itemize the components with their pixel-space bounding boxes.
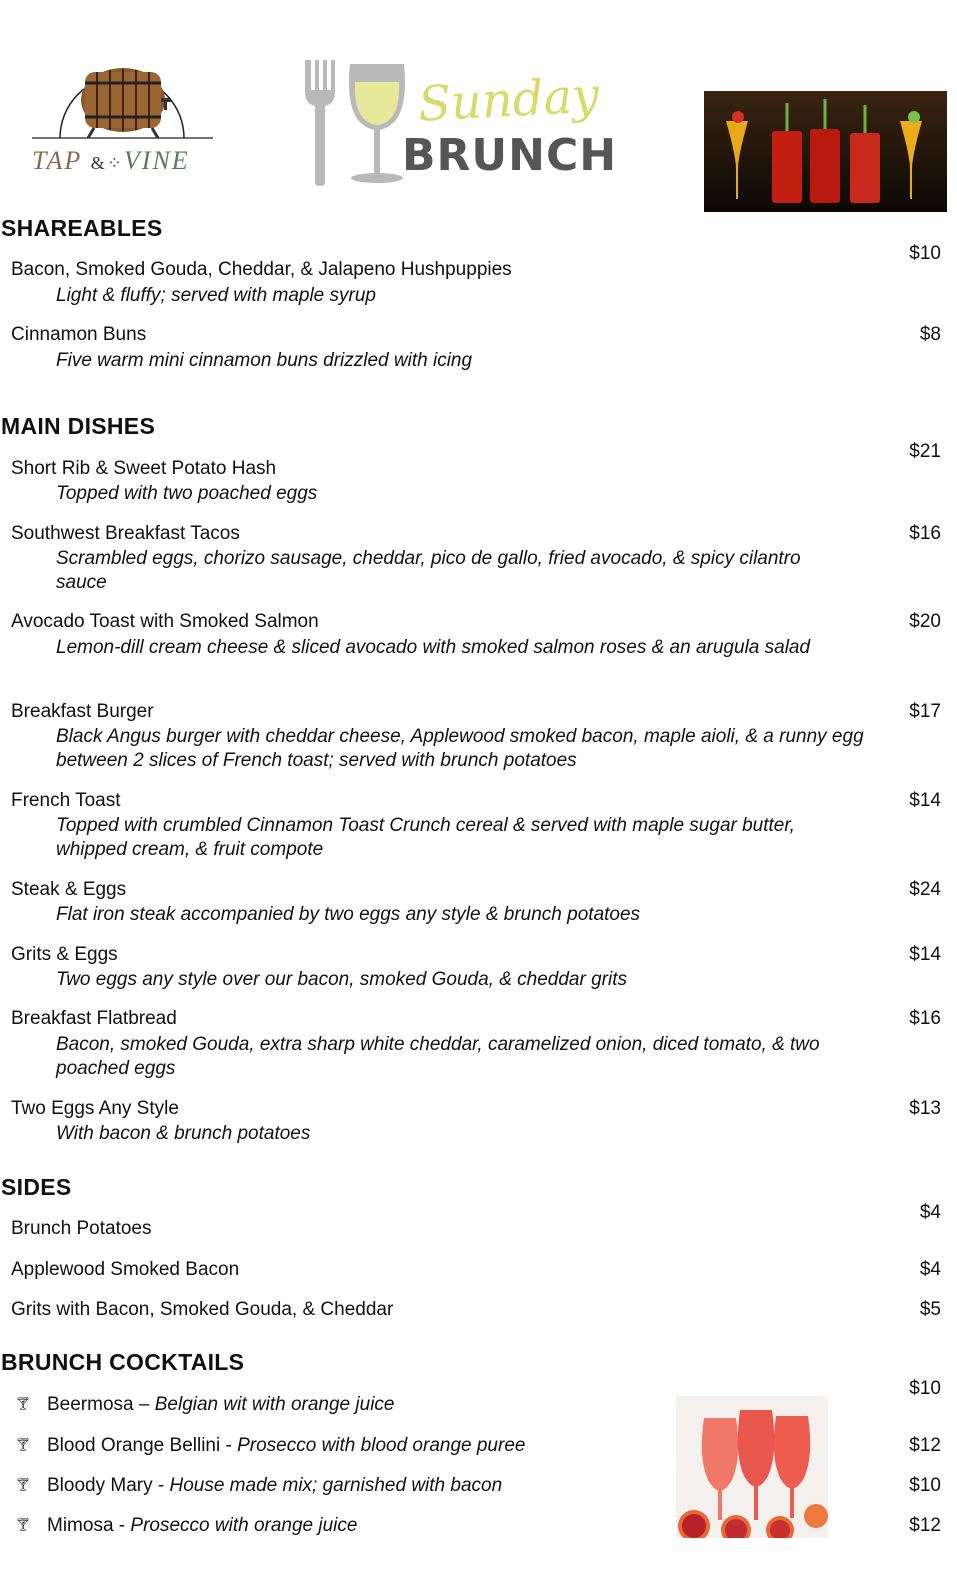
item-name: Applewood Smoked Bacon — [11, 1259, 240, 1280]
cocktail-item — [15, 1394, 394, 1416]
item-name: Breakfast Flatbread — [11, 1008, 177, 1029]
martini-glass-bullet-icon: 🍸︎ — [15, 1477, 32, 1492]
item-price: $4 — [919, 1259, 941, 1280]
martini-glass-bullet-icon: 🍸︎ — [15, 1437, 32, 1452]
barrel-icon — [30, 38, 215, 148]
item-price: $8 — [919, 324, 941, 345]
section-title-brunch-cocktails: BRUNCH COCKTAILS — [1, 1349, 245, 1375]
fork-icon — [302, 58, 338, 186]
item-desc: With bacon & brunch potatoes — [56, 1123, 311, 1144]
cocktail-name: Blood Orange Bellini - — [47, 1435, 238, 1456]
item-desc: Flat iron steak accompanied by two eggs any style & brunch potatoes — [56, 904, 641, 925]
item-name: French Toast — [11, 790, 121, 811]
item-desc: Topped with two poached eggs — [56, 483, 318, 504]
item-price: $12 — [909, 1515, 941, 1536]
logo-text-vine: VINE — [123, 146, 190, 175]
item-desc: Five warm mini cinnamon buns drizzled with icing — [56, 350, 473, 371]
sunday-script-text: Sunday — [416, 67, 601, 133]
item-price: $5 — [919, 1299, 941, 1320]
cocktail-item — [15, 1435, 525, 1457]
item-price: $20 — [909, 611, 941, 632]
item-price: $17 — [909, 701, 941, 722]
item-desc: Bacon, smoked Gouda, extra sharp white cheddar, caramelized onion, diced tomato, & two poached eggs — [56, 1034, 820, 1079]
item-desc: Topped with crumbled Cinnamon Toast Crunch cereal & served with maple sugar butter, whipped cream, & fruit compote — [56, 815, 795, 860]
section-title-main-dishes: MAIN DISHES — [1, 413, 156, 439]
item-name: Grits & Eggs — [11, 944, 118, 965]
cocktail-desc: Prosecco with orange juice — [130, 1515, 358, 1536]
logo-text-tap: TAP — [32, 146, 83, 175]
item-desc: Light & fluffy; served with maple syrup — [56, 285, 376, 306]
logo-text-amp: & — [90, 153, 107, 173]
item-desc: Black Angus burger with cheddar cheese, Applewood smoked bacon, maple aioli, & a runny egg between 2 slices of French toast; served with brunch potatoes — [56, 726, 864, 771]
item-name: Breakfast Burger — [11, 701, 154, 722]
item-name: Brunch Potatoes — [11, 1218, 152, 1239]
item-name: Southwest Breakfast Tacos — [11, 523, 240, 544]
item-name: Bacon, Smoked Gouda, Cheddar, & Jalapeno Hushpuppies — [11, 259, 512, 280]
item-name: Cinnamon Buns — [11, 324, 147, 345]
brunch-block-text: BRUNCH — [402, 130, 618, 181]
item-name: Two Eggs Any Style — [11, 1098, 179, 1119]
martini-glass-bullet-icon: 🍸︎ — [15, 1396, 32, 1411]
item-price: $14 — [909, 790, 941, 811]
item-price: $12 — [909, 1435, 941, 1456]
cocktail-name: Beermosa – — [47, 1394, 155, 1415]
item-price: $10 — [909, 243, 941, 264]
item-desc: Two eggs any style over our bacon, smoked Gouda, & cheddar grits — [56, 969, 628, 990]
item-price: $16 — [909, 1008, 941, 1029]
item-price: $10 — [909, 1378, 941, 1399]
cocktail-name: Mimosa - — [47, 1515, 131, 1536]
item-desc: Scrambled eggs, chorizo sausage, cheddar, pico de gallo, fried avocado, & spicy cilantro sauce — [56, 548, 801, 593]
cocktail-desc: Prosecco with blood orange puree — [237, 1435, 526, 1456]
item-price: $10 — [909, 1475, 941, 1496]
item-price: $4 — [919, 1202, 941, 1223]
item-price: $13 — [909, 1098, 941, 1119]
item-price: $24 — [909, 879, 941, 900]
item-price: $16 — [909, 523, 941, 544]
item-name: Grits with Bacon, Smoked Gouda, & Cheddar — [11, 1299, 394, 1320]
item-desc: Lemon-dill cream cheese & sliced avocado with smoked salmon roses & an arugula salad — [56, 637, 811, 658]
item-price: $21 — [909, 441, 941, 462]
cocktail-glasses-photo — [704, 91, 947, 212]
cocktail-desc: Belgian wit with orange juice — [154, 1394, 395, 1415]
item-name: Short Rib & Sweet Potato Hash — [11, 458, 277, 479]
wine-glass-icon — [346, 62, 408, 184]
item-price: $14 — [909, 944, 941, 965]
section-title-sides: SIDES — [1, 1174, 72, 1200]
cocktail-name: Bloody Mary - — [47, 1475, 170, 1496]
logo-wordmark — [32, 146, 190, 176]
sunday-brunch-banner — [302, 58, 618, 188]
tap-and-vine-logo — [30, 38, 215, 180]
blood-orange-bellini-photo — [676, 1396, 828, 1538]
section-title-shareables: SHAREABLES — [1, 215, 163, 241]
cocktail-item — [15, 1515, 357, 1537]
cocktail-item — [15, 1475, 502, 1497]
item-name: Steak & Eggs — [11, 879, 127, 900]
cocktail-desc: House made mix; garnished with bacon — [169, 1475, 503, 1496]
grape-icon: ⁘ — [106, 153, 124, 173]
item-name: Avocado Toast with Smoked Salmon — [11, 611, 319, 632]
martini-glass-bullet-icon: 🍸︎ — [15, 1517, 32, 1532]
